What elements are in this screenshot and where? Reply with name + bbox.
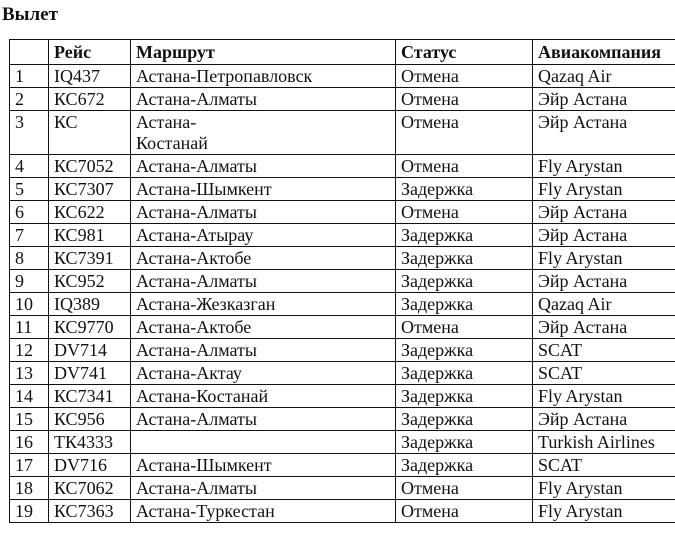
- status-cell: Задержка: [396, 247, 533, 270]
- row-number: 12: [10, 339, 49, 362]
- table-row: [10, 339, 675, 362]
- flight-cell: КС7062: [49, 477, 131, 500]
- route-cell: Астана-Актау: [131, 362, 396, 385]
- airline-cell: Эйр Астана: [533, 408, 675, 431]
- row-number: 18: [10, 477, 49, 500]
- status-cell: Задержка: [396, 362, 533, 385]
- flight-cell: КС9770: [49, 316, 131, 339]
- airline-cell: Fly Arystan: [533, 477, 675, 500]
- table-row: [10, 178, 675, 201]
- status-cell: Отмена: [396, 65, 533, 88]
- status-cell: Отмена: [396, 477, 533, 500]
- airline-cell: Эйр Астана: [533, 201, 675, 224]
- route-cell: Астана-Туркестан: [131, 500, 396, 523]
- route-cell: Астана-Алматы: [131, 155, 396, 178]
- row-number: 16: [10, 431, 49, 454]
- row-number: 14: [10, 385, 49, 408]
- route-cell: Астана-Костанай: [131, 385, 396, 408]
- airline-cell: Эйр Астана: [533, 88, 675, 111]
- status-cell: Отмена: [396, 155, 533, 178]
- row-number: 6: [10, 201, 49, 224]
- route-cell: Астана-Алматы: [131, 408, 396, 431]
- row-number: 2: [10, 88, 49, 111]
- header-route: Маршрут: [131, 40, 396, 65]
- airline-cell: SCAT: [533, 362, 675, 385]
- row-number: 3: [10, 111, 49, 155]
- table-row: [10, 224, 675, 247]
- header-number: [10, 40, 49, 65]
- table-header-row: [10, 40, 675, 65]
- table-row: [10, 270, 675, 293]
- table-row: [10, 88, 675, 111]
- flight-cell: DV716: [49, 454, 131, 477]
- status-cell: Задержка: [396, 454, 533, 477]
- route-cell: Астана-Алматы: [131, 339, 396, 362]
- row-number: 13: [10, 362, 49, 385]
- airline-cell: SCAT: [533, 339, 675, 362]
- status-cell: Задержка: [396, 224, 533, 247]
- table-row: [10, 408, 675, 431]
- table-row: [10, 201, 675, 224]
- flight-cell: КС672: [49, 88, 131, 111]
- status-cell: Задержка: [396, 385, 533, 408]
- table-row: [10, 247, 675, 270]
- route-cell: Астана-Шымкент: [131, 454, 396, 477]
- table-row: [10, 500, 675, 523]
- flight-cell: IQ437: [49, 65, 131, 88]
- route-cell: Астана-Жезказган: [131, 293, 396, 316]
- route-cell: Астана-Актобе: [131, 247, 396, 270]
- route-cell-text: Астана-Костанай: [136, 112, 208, 153]
- airline-cell: Эйр Астана: [533, 270, 675, 293]
- route-cell: Астана-Алматы: [131, 88, 396, 111]
- status-cell: Задержка: [396, 293, 533, 316]
- flight-cell: DV714: [49, 339, 131, 362]
- airline-cell: Эйр Астана: [533, 224, 675, 247]
- route-cell: Астана-Актобе: [131, 316, 396, 339]
- flight-cell: ТК4333: [49, 431, 131, 454]
- row-number: 9: [10, 270, 49, 293]
- airline-cell: Эйр Астана: [533, 111, 675, 155]
- airline-cell: Fly Arystan: [533, 385, 675, 408]
- flight-cell: КС7363: [49, 500, 131, 523]
- table-row: [10, 385, 675, 408]
- departures-table: [9, 39, 675, 523]
- flight-cell: КС7052: [49, 155, 131, 178]
- status-cell: Задержка: [396, 178, 533, 201]
- status-cell: Задержка: [396, 339, 533, 362]
- flight-cell: КС7391: [49, 247, 131, 270]
- airline-cell: Qazaq Air: [533, 65, 675, 88]
- row-number: 1: [10, 65, 49, 88]
- row-number: 19: [10, 500, 49, 523]
- table-row: [10, 65, 675, 88]
- row-number: 15: [10, 408, 49, 431]
- status-cell: Отмена: [396, 500, 533, 523]
- flight-cell: КС: [49, 111, 131, 155]
- airline-cell: Fly Arystan: [533, 500, 675, 523]
- flight-cell: КС622: [49, 201, 131, 224]
- airline-cell: Fly Arystan: [533, 178, 675, 201]
- flight-cell: КС7341: [49, 385, 131, 408]
- route-cell: Астана-Атырау: [131, 224, 396, 247]
- status-cell: Задержка: [396, 431, 533, 454]
- flight-cell: DV741: [49, 362, 131, 385]
- airline-cell: Fly Arystan: [533, 247, 675, 270]
- row-number: 5: [10, 178, 49, 201]
- header-status: Статус: [396, 40, 533, 65]
- airline-cell: Эйр Астана: [533, 316, 675, 339]
- table-row: [10, 111, 675, 155]
- table-row: [10, 155, 675, 178]
- airline-cell: Qazaq Air: [533, 293, 675, 316]
- route-cell: Астана-Алматы: [131, 270, 396, 293]
- table-row: [10, 316, 675, 339]
- route-cell: [131, 431, 396, 454]
- table-row: [10, 362, 675, 385]
- table-row: [10, 454, 675, 477]
- row-number: 10: [10, 293, 49, 316]
- airline-cell: Turkish Airlines: [533, 431, 675, 454]
- header-flight: Рейс: [49, 40, 131, 65]
- status-cell: Отмена: [396, 201, 533, 224]
- row-number: 8: [10, 247, 49, 270]
- table-row: [10, 431, 675, 454]
- route-cell: Астана-Петропавловск: [131, 65, 396, 88]
- flight-cell: КС952: [49, 270, 131, 293]
- status-cell: Отмена: [396, 111, 533, 155]
- row-number: 4: [10, 155, 49, 178]
- route-cell: [131, 111, 396, 155]
- airline-cell: SCAT: [533, 454, 675, 477]
- header-airline: Авиакомпания: [533, 40, 675, 65]
- status-cell: Задержка: [396, 270, 533, 293]
- status-cell: Задержка: [396, 408, 533, 431]
- route-cell: Астана-Алматы: [131, 477, 396, 500]
- status-cell: Отмена: [396, 88, 533, 111]
- table-row: [10, 293, 675, 316]
- route-cell: Астана-Шымкент: [131, 178, 396, 201]
- page-title: Вылет: [2, 4, 58, 25]
- row-number: 17: [10, 454, 49, 477]
- row-number: 7: [10, 224, 49, 247]
- row-number: 11: [10, 316, 49, 339]
- airline-cell: Fly Arystan: [533, 155, 675, 178]
- flight-cell: IQ389: [49, 293, 131, 316]
- table-row: [10, 477, 675, 500]
- flight-cell: КС981: [49, 224, 131, 247]
- flight-cell: КС956: [49, 408, 131, 431]
- status-cell: Отмена: [396, 316, 533, 339]
- flight-cell: КС7307: [49, 178, 131, 201]
- route-cell: Астана-Алматы: [131, 201, 396, 224]
